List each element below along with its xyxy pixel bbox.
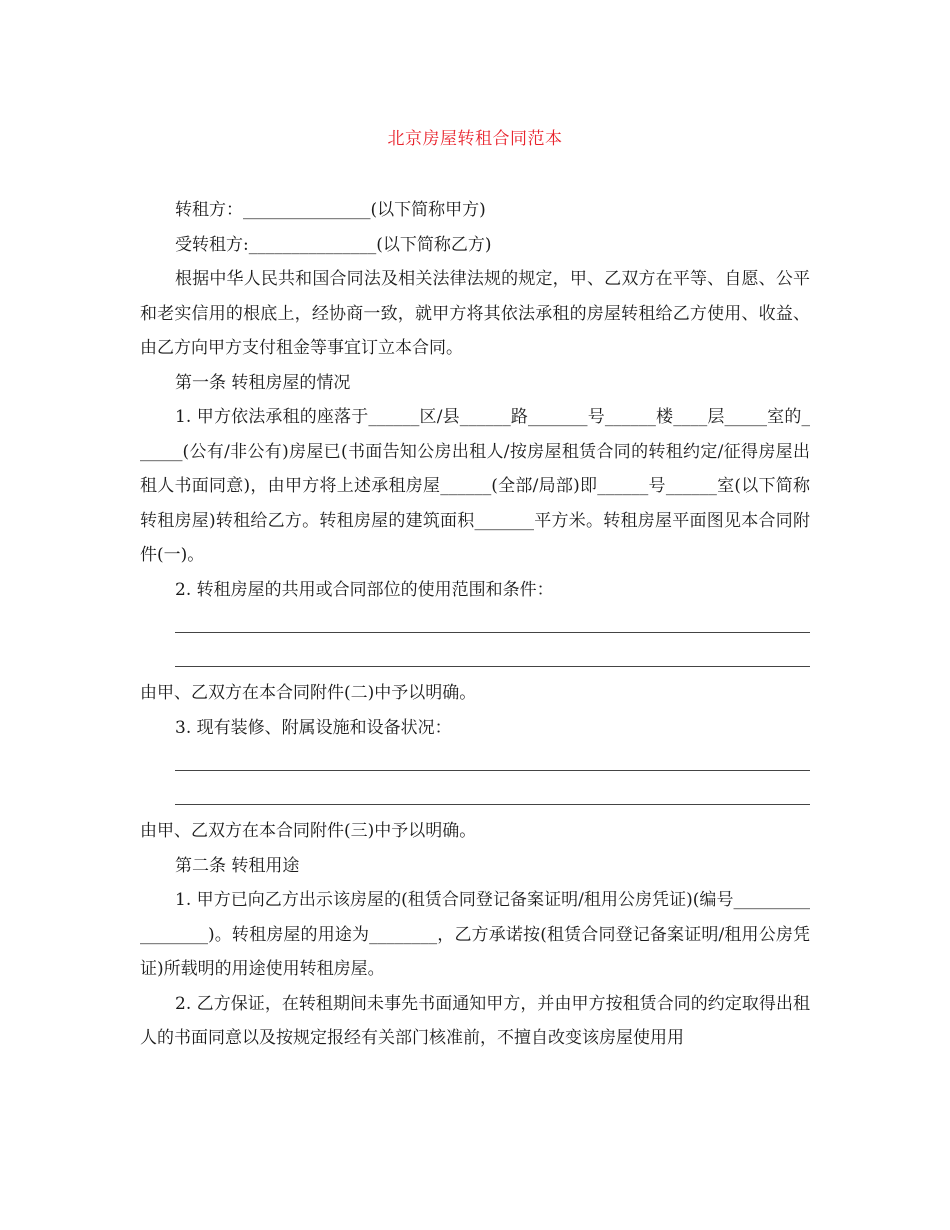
blank-rule-line [175, 745, 810, 780]
article-1-heading: 第一条 转租房屋的情况 [175, 372, 351, 393]
party-b-line: 受转租方:_______________(以下简称乙方) [175, 234, 492, 255]
blank-rule-line [175, 607, 810, 642]
article-2-heading: 第二条 转租用途 [175, 855, 300, 876]
article-1-item-3: 3. 现有装修、附属设施和设备状况： [175, 717, 452, 738]
document-body [140, 193, 810, 1056]
party-a-line: 转租方：_______________(以下简称甲方) [175, 200, 486, 220]
document-title: 北京房屋转租合同范本 [387, 129, 563, 149]
article-1-item-2: 2. 转租房屋的共用或合同部位的使用范围和条件： [175, 579, 554, 600]
blank-rule-line [175, 780, 810, 815]
article-2-item-1: 1. 甲方已向乙方出示该房屋的(租赁合同登记备案证明/租用公房凭证)(编号_________________)。转租房屋的用途为________，乙方承诺按(租赁合同登记备案证明/租用公房凭证)所载明的用途使用转租房屋。 [140, 890, 810, 979]
article-2-item-2: 2. 乙方保证，在转租期间未事先书面通知甲方，并由甲方按租赁合同的约定取得出租人的书面同意以及按规定报经有关部门核准前，不擅自改变该房屋使用用 [140, 993, 810, 1048]
article-1-item-1: 1. 甲方依法承租的座落于______区/县______路_______号______楼____层_____室的______(公有/非公有)房屋已(书面告知公房出租人/按房屋租赁合同的转租约定/征得房屋出租人书面同意)，由甲方将上述承租房屋______(全部/局部)即______号______室(以下简称转租房屋)转租给乙方。转租房屋的建筑面积_______平方米。转租房屋平面图见本合同附件(一)。 [140, 407, 810, 565]
preamble-paragraph: 根据中华人民共和国合同法及相关法律法规的规定，甲、乙双方在平等、自愿、公平和老实信用的根底上，经协商一致，就甲方将其依法承租的房屋转租给乙方使用、收益、由乙方向甲方支付租金等事宜订立本合同。 [140, 269, 810, 358]
article-1-item-2-note: 由甲、乙双方在本合同附件(二)中予以明确。 [140, 683, 477, 703]
article-1-item-3-note: 由甲、乙双方在本合同附件(三)中予以明确。 [140, 821, 477, 841]
blank-rule-line [175, 642, 810, 677]
